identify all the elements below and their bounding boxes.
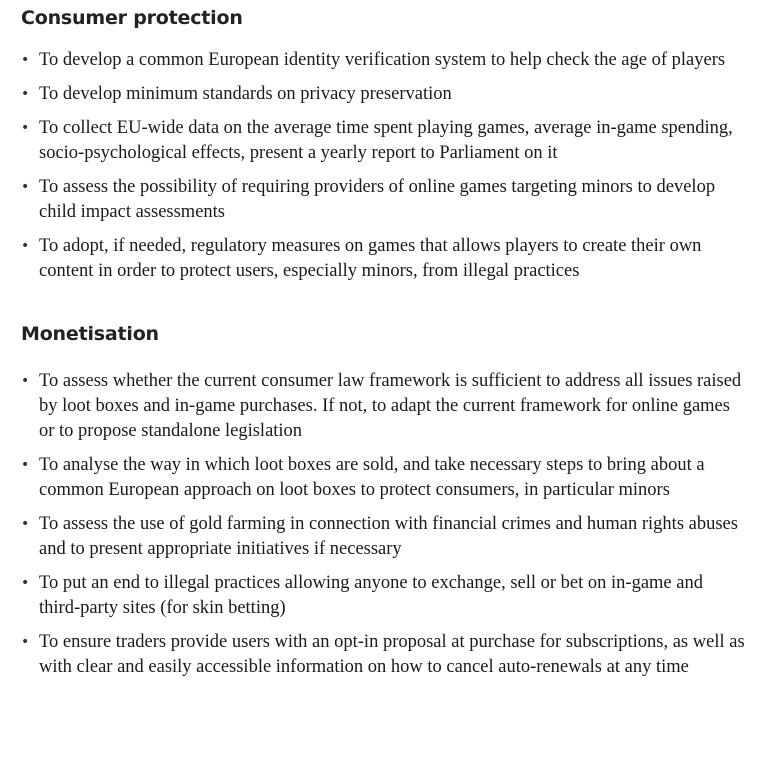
- list-item-text: To assess the use of gold farming in connection with financial crimes and human rights abuses and to present appropriate initiatives if necessary: [39, 514, 738, 559]
- bullet-icon: •: [21, 120, 30, 136]
- list-item-text: To adopt, if needed, regulatory measures on games that allows players to create their own content in order to protect users, especially minors, from illegal practices: [39, 236, 702, 281]
- bullet-icon: •: [21, 575, 30, 591]
- monetisation-section: [21, 322, 748, 680]
- bullet-icon: •: [21, 238, 30, 254]
- bullet-icon: •: [21, 516, 30, 532]
- consumer-protection-section: [21, 0, 748, 284]
- bullet-icon: •: [21, 634, 30, 650]
- bullet-icon: •: [21, 373, 30, 389]
- list-item: [21, 512, 748, 562]
- list-item: [21, 175, 748, 225]
- list-item: [21, 116, 748, 166]
- list-item: [21, 48, 748, 73]
- list-item-text: To assess whether the current consumer law framework is sufficient to address all issues raised by loot boxes and in-game purchases. If not, to adapt the current framework for online games or to propose standalone legislation: [39, 371, 742, 441]
- list-item-text: To collect EU-wide data on the average time spent playing games, average in-game spending, socio-psychological effects, present a yearly report to Parliament on it: [39, 118, 733, 163]
- bullet-list: [21, 369, 748, 680]
- list-item: [21, 234, 748, 284]
- list-item-text: To assess the possibility of requiring providers of online games targeting minors to develop child impact assessments: [39, 177, 716, 222]
- bullet-icon: •: [21, 179, 30, 195]
- list-item: [21, 571, 748, 621]
- list-item-text: To put an end to illegal practices allowing anyone to exchange, sell or bet on in-game and third-party sites (for skin betting): [39, 573, 703, 618]
- section-heading: Monetisation: [21, 323, 159, 345]
- bullet-icon: •: [21, 457, 30, 473]
- list-item-text: To ensure traders provide users with an opt-in proposal at purchase for subscriptions, as well as with clear and easily accessible information on how to cancel auto-renewals at any time: [39, 632, 745, 677]
- list-item-text: To develop minimum standards on privacy preservation: [39, 84, 452, 104]
- bullet-icon: •: [21, 52, 30, 68]
- list-item: [21, 82, 748, 107]
- bullet-list: [21, 48, 748, 284]
- list-item-text: To analyse the way in which loot boxes are sold, and take necessary steps to bring about a common European approach on loot boxes to protect consumers, in particular minors: [39, 455, 705, 500]
- list-item-text: To develop a common European identity verification system to help check the age of players: [39, 50, 726, 70]
- list-item: [21, 369, 748, 444]
- bullet-icon: •: [21, 86, 30, 102]
- list-item: [21, 453, 748, 503]
- section-heading: Consumer protection: [21, 7, 243, 29]
- list-item: [21, 630, 748, 680]
